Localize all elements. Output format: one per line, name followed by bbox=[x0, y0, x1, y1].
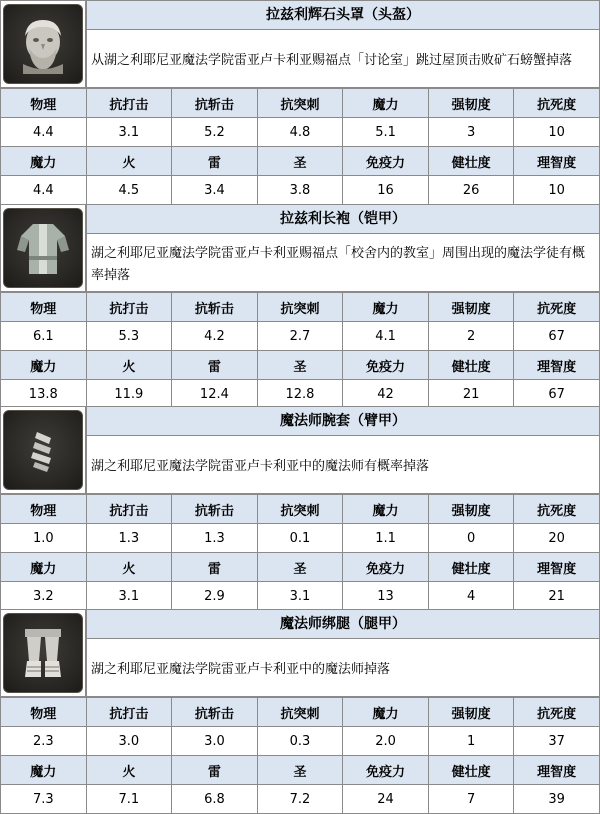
item-description: 从湖之利耶尼亚魔法学院雷亚卢卡利亚赐福点「讨论室」跳过屋顶击败矿石螃蟹掉落 bbox=[86, 30, 600, 88]
stat-value: 3.0 bbox=[86, 727, 172, 756]
stat-value: 7 bbox=[428, 785, 514, 814]
stat-label: 免疫力 bbox=[343, 351, 429, 380]
stat-value: 11.9 bbox=[86, 380, 172, 409]
stat-label: 抗斩击 bbox=[172, 698, 258, 727]
item-title: 魔法师腕套（臂甲） bbox=[86, 406, 600, 436]
stat-value: 37 bbox=[514, 727, 600, 756]
stat-label: 健壮度 bbox=[428, 351, 514, 380]
stat-label: 抗死度 bbox=[514, 293, 600, 322]
stats-table bbox=[0, 292, 600, 409]
stats-table bbox=[0, 88, 600, 205]
wrist-wrap-icon bbox=[3, 410, 83, 490]
stat-value: 67 bbox=[514, 322, 600, 351]
stat-value: 3.1 bbox=[86, 118, 172, 147]
item-image-cell bbox=[0, 609, 86, 697]
stat-label: 强韧度 bbox=[428, 698, 514, 727]
stat-value: 1 bbox=[428, 727, 514, 756]
stat-label: 理智度 bbox=[514, 553, 600, 582]
stat-value: 42 bbox=[343, 380, 429, 409]
item-image-cell bbox=[0, 204, 86, 292]
stat-label: 抗突刺 bbox=[257, 293, 343, 322]
stat-label: 抗斩击 bbox=[172, 293, 258, 322]
stat-value: 4.2 bbox=[172, 322, 258, 351]
stat-value: 26 bbox=[428, 176, 514, 205]
stat-label: 圣 bbox=[257, 351, 343, 380]
stat-label: 健壮度 bbox=[428, 756, 514, 785]
stat-label: 健壮度 bbox=[428, 147, 514, 176]
stat-value: 7.3 bbox=[1, 785, 87, 814]
stat-label: 抗打击 bbox=[86, 89, 172, 118]
stat-value: 2.3 bbox=[1, 727, 87, 756]
stat-value: 13 bbox=[343, 582, 429, 611]
item-image-cell bbox=[0, 0, 86, 88]
leg-wraps-icon bbox=[3, 613, 83, 693]
stat-value: 3.1 bbox=[257, 582, 343, 611]
stat-value: 2.7 bbox=[257, 322, 343, 351]
stat-label: 魔力 bbox=[1, 756, 87, 785]
stat-label: 物理 bbox=[1, 89, 87, 118]
stat-label: 免疫力 bbox=[343, 756, 429, 785]
stat-value: 12.8 bbox=[257, 380, 343, 409]
stat-value: 3 bbox=[428, 118, 514, 147]
stat-value: 5.1 bbox=[343, 118, 429, 147]
stat-label: 抗死度 bbox=[514, 698, 600, 727]
stat-label: 魔力 bbox=[343, 698, 429, 727]
item-image-cell bbox=[0, 406, 86, 494]
item-title: 魔法师绑腿（腿甲） bbox=[86, 609, 600, 639]
stat-value: 4.1 bbox=[343, 322, 429, 351]
stat-label: 抗死度 bbox=[514, 495, 600, 524]
stat-value: 4.4 bbox=[1, 118, 87, 147]
stat-value: 39 bbox=[514, 785, 600, 814]
stats-table bbox=[0, 494, 600, 611]
stat-value: 5.3 bbox=[86, 322, 172, 351]
stat-label: 抗打击 bbox=[86, 293, 172, 322]
stat-value: 2 bbox=[428, 322, 514, 351]
stat-label: 健壮度 bbox=[428, 553, 514, 582]
stat-value: 1.3 bbox=[172, 524, 258, 553]
stat-label: 物理 bbox=[1, 698, 87, 727]
stat-label: 物理 bbox=[1, 293, 87, 322]
stat-value: 24 bbox=[343, 785, 429, 814]
stat-label: 圣 bbox=[257, 756, 343, 785]
stat-value: 13.8 bbox=[1, 380, 87, 409]
stat-value: 12.4 bbox=[172, 380, 258, 409]
stat-label: 雷 bbox=[172, 351, 258, 380]
stat-label: 火 bbox=[86, 147, 172, 176]
stat-label: 雷 bbox=[172, 147, 258, 176]
stat-value: 0.1 bbox=[257, 524, 343, 553]
robe-icon bbox=[3, 208, 83, 288]
stat-value: 4 bbox=[428, 582, 514, 611]
stat-label: 魔力 bbox=[343, 293, 429, 322]
helm-bust-icon bbox=[3, 4, 83, 84]
stat-label: 免疫力 bbox=[343, 147, 429, 176]
stat-value: 67 bbox=[514, 380, 600, 409]
stat-value: 16 bbox=[343, 176, 429, 205]
stat-label: 物理 bbox=[1, 495, 87, 524]
stat-value: 4.4 bbox=[1, 176, 87, 205]
stat-label: 抗死度 bbox=[514, 89, 600, 118]
stat-label: 理智度 bbox=[514, 756, 600, 785]
stat-label: 雷 bbox=[172, 553, 258, 582]
stat-value: 1.1 bbox=[343, 524, 429, 553]
stat-label: 抗打击 bbox=[86, 495, 172, 524]
stat-label: 火 bbox=[86, 756, 172, 785]
stat-label: 抗打击 bbox=[86, 698, 172, 727]
stat-label: 雷 bbox=[172, 756, 258, 785]
stat-value: 3.4 bbox=[172, 176, 258, 205]
item-description: 湖之利耶尼亚魔法学院雷亚卢卡利亚中的魔法师有概率掉落 bbox=[86, 436, 600, 494]
stat-value: 10 bbox=[514, 176, 600, 205]
stat-value: 4.8 bbox=[257, 118, 343, 147]
item-title: 拉兹利辉石头罩（头盔） bbox=[86, 0, 600, 30]
stat-value: 1.0 bbox=[1, 524, 87, 553]
stat-label: 圣 bbox=[257, 553, 343, 582]
stat-label: 火 bbox=[86, 351, 172, 380]
item-description: 湖之利耶尼亚魔法学院雷亚卢卡利亚赐福点「校舍内的教室」周围出现的魔法学徒有概率掉落 bbox=[86, 234, 600, 292]
stat-value: 1.3 bbox=[86, 524, 172, 553]
stat-label: 强韧度 bbox=[428, 293, 514, 322]
stat-value: 21 bbox=[428, 380, 514, 409]
stat-label: 理智度 bbox=[514, 147, 600, 176]
stat-label: 火 bbox=[86, 553, 172, 582]
stat-value: 10 bbox=[514, 118, 600, 147]
stat-label: 魔力 bbox=[343, 495, 429, 524]
stats-table bbox=[0, 697, 600, 814]
stat-label: 强韧度 bbox=[428, 495, 514, 524]
stat-label: 魔力 bbox=[1, 351, 87, 380]
stat-label: 抗斩击 bbox=[172, 89, 258, 118]
stat-value: 20 bbox=[514, 524, 600, 553]
stat-label: 圣 bbox=[257, 147, 343, 176]
stat-value: 7.2 bbox=[257, 785, 343, 814]
stat-value: 21 bbox=[514, 582, 600, 611]
stat-label: 抗突刺 bbox=[257, 89, 343, 118]
stat-label: 抗斩击 bbox=[172, 495, 258, 524]
stat-label: 强韧度 bbox=[428, 89, 514, 118]
stat-value: 2.9 bbox=[172, 582, 258, 611]
stat-label: 魔力 bbox=[1, 553, 87, 582]
stat-label: 抗突刺 bbox=[257, 495, 343, 524]
item-description: 湖之利耶尼亚魔法学院雷亚卢卡利亚中的魔法师掉落 bbox=[86, 639, 600, 697]
stat-value: 3.2 bbox=[1, 582, 87, 611]
stat-value: 3.0 bbox=[172, 727, 258, 756]
item-title: 拉兹利长袍（铠甲） bbox=[86, 204, 600, 234]
stat-value: 2.0 bbox=[343, 727, 429, 756]
stat-label: 魔力 bbox=[343, 89, 429, 118]
stat-value: 3.1 bbox=[86, 582, 172, 611]
stat-value: 3.8 bbox=[257, 176, 343, 205]
stat-label: 免疫力 bbox=[343, 553, 429, 582]
stat-value: 6.1 bbox=[1, 322, 87, 351]
stat-label: 抗突刺 bbox=[257, 698, 343, 727]
stat-label: 魔力 bbox=[1, 147, 87, 176]
stat-value: 0 bbox=[428, 524, 514, 553]
stat-label: 理智度 bbox=[514, 351, 600, 380]
stat-value: 7.1 bbox=[86, 785, 172, 814]
stat-value: 6.8 bbox=[172, 785, 258, 814]
stat-value: 0.3 bbox=[257, 727, 343, 756]
stat-value: 5.2 bbox=[172, 118, 258, 147]
stat-value: 4.5 bbox=[86, 176, 172, 205]
